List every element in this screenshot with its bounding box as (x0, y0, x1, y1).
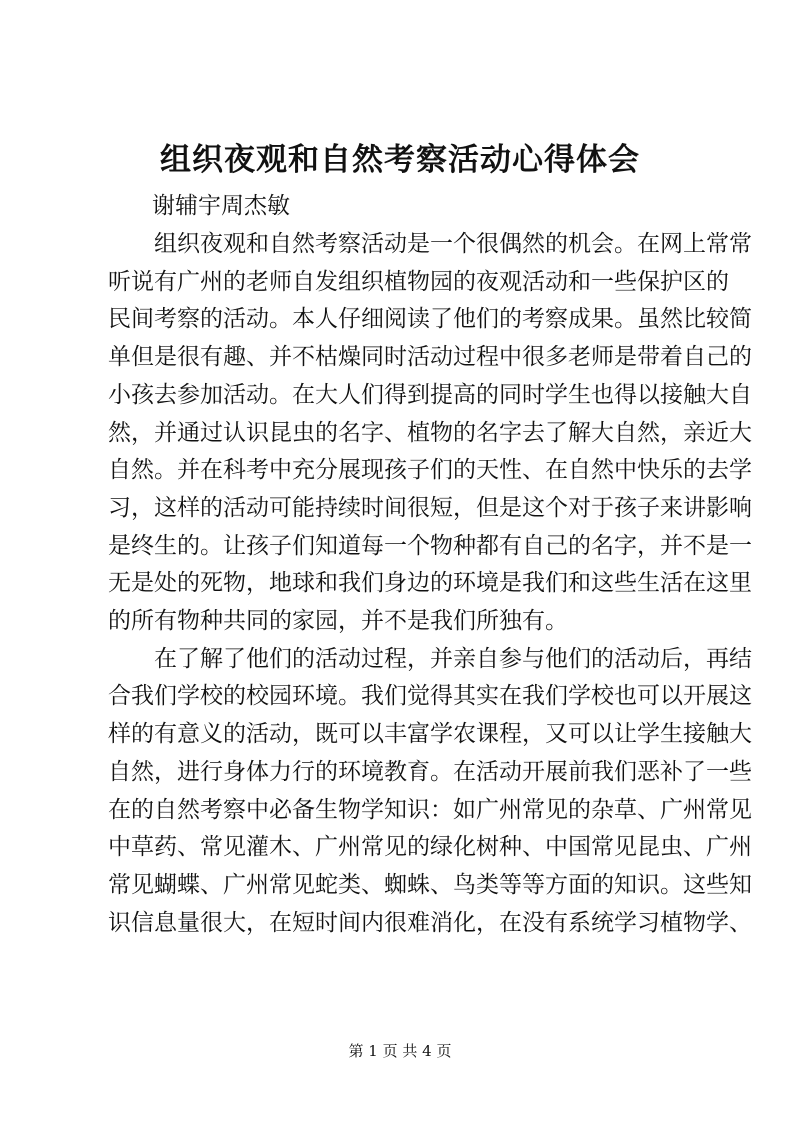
document-title: 组织夜观和自然考察活动心得体会 (160, 142, 640, 178)
text-line: 单但是很有趣、并不枯燥同时活动过程中很多老师是带着自己的 (108, 344, 752, 371)
text-line: 在的自然考察中必备生物学知识：如广州常见的杂草、广州常见 (108, 796, 752, 823)
paragraph-1 (108, 226, 752, 641)
text-line: 在了解了他们的活动过程，并亲自参与他们的活动后，再结 (154, 645, 752, 672)
text-line: 中草药、常见灌木、广州常见的绿化树种、中国常见昆虫、广州 (108, 834, 752, 861)
text-line: 组织夜观和自然考察活动是一个很偶然的机会。在网上常常 (154, 231, 752, 257)
text-line: 识信息量很大，在短时间内很难消化，在没有系统学习植物学、 (108, 909, 752, 936)
text-line: 听说有广州的老师自发组织植物园的夜观活动和一些保护区的 (108, 268, 729, 295)
text-line: 自然，进行身体力行的环境教育。在活动开展前我们恶补了一些 (108, 758, 752, 785)
paragraph-2 (108, 641, 752, 943)
text-line: 的所有物种共同的家园，并不是我们所独有。 (108, 608, 568, 635)
text-line: 样的有意义的活动，既可以丰富学农课程，又可以让学生接触大 (108, 721, 752, 748)
author-line: 谢辅宇周杰敏 (152, 193, 290, 219)
text-line: 是终生的。让孩子们知道每一个物种都有自己的名字，并不是一 (108, 532, 752, 559)
text-line: 合我们学校的校园环境。我们觉得其实在我们学校也可以开展这 (108, 683, 752, 710)
text-line: 民间考察的活动。本人仔细阅读了他们的考察成果。虽然比较简 (108, 306, 752, 333)
text-line: 无是处的死物，地球和我们身边的环境是我们和这些生活在这里 (108, 570, 752, 597)
text-line: 习，这样的活动可能持续时间很短，但是这个对于孩子来讲影响 (108, 494, 752, 521)
document-body (108, 226, 752, 942)
text-line: 小孩去参加活动。在大人们得到提高的同时学生也得以接触大自 (108, 381, 752, 408)
page-number-footer: 第 1 页 共 4 页 (348, 1042, 452, 1060)
text-line: 自然。并在科考中充分展现孩子们的天性、在自然中快乐的去学 (108, 457, 752, 484)
text-line: 然，并通过认识昆虫的名字、植物的名字去了解大自然，亲近大 (108, 419, 752, 446)
text-line: 常见蝴蝶、广州常见蛇类、蜘蛛、鸟类等等方面的知识。这些知 (108, 871, 752, 898)
